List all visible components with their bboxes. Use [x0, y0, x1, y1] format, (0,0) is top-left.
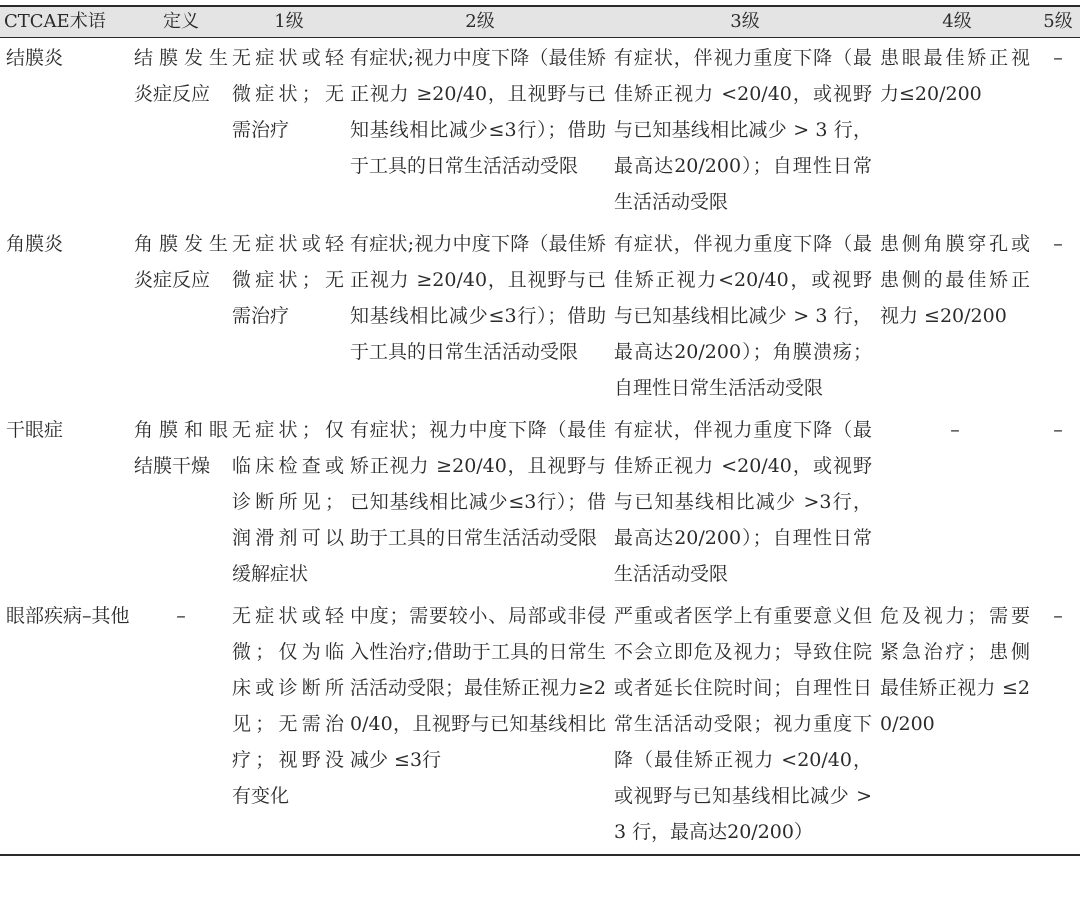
grade5-cell: –: [1053, 233, 1063, 255]
grade5-cell: –: [1053, 419, 1063, 441]
grade5-cell: –: [1036, 596, 1080, 855]
term-cell: 角膜炎: [6, 233, 64, 255]
grade3-cell: 有症状，伴视力重度下降（最佳矫正视力 <20/40，或视野与已知基线相比减少 > 3 行，最高达20/200）；自理性日常生活活动受限: [614, 47, 872, 213]
header-grade-2: 2级: [348, 6, 612, 38]
header-row: [0, 6, 1080, 38]
grade3-cell: 有症状，伴视力重度下降（最佳矫正视力<20/40，或视野与已知基线相比减少 > 3 行，最高达20/200）；角膜溃疡；自理性日常生活活动受限: [614, 233, 872, 399]
table-row: [0, 410, 1080, 596]
grade4-cell: 患眼最佳矫正视力≤20/200: [880, 47, 1030, 105]
grade2-cell: 有症状;视力中度下降（最佳矫正视力 ≥20/40，且视野与已知基线相比减少≤3行）；借助于工具的日常生活活动受限: [350, 233, 606, 363]
definition-cell: 结膜发生炎症反应: [134, 47, 228, 105]
ctcae-eye-toxicity-table: [0, 5, 1080, 856]
term-cell: 干眼症: [6, 419, 64, 441]
grade1-cell: 无症状或轻微；仅为临床或诊断所见；无需治疗；视野没有变化: [230, 596, 348, 855]
definition-cell: 角膜和眼结膜干燥: [134, 419, 228, 477]
table-row: [0, 224, 1080, 410]
grade3-cell: 严重或者医学上有重要意义但不会立即危及视力；导致住院或者延长住院时间；自理性日常生活活动受限；视力重度下降（最佳矫正视力 <20/40，或视野与已知基线相比减少 >3 行，最高达20/200）: [612, 596, 878, 855]
grade3-cell: 有症状，伴视力重度下降（最佳矫正视力 <20/40，或视野与已知基线相比减少 >3行，最高达20/200）；自理性日常生活活动受限: [614, 419, 872, 585]
header-grade-4: 4级: [878, 6, 1036, 38]
grade4-cell: 患侧角膜穿孔或患侧的最佳矫正视力 ≤20/200: [880, 233, 1030, 327]
term-cell: 眼部疾病–其他: [0, 596, 132, 855]
table-row: [0, 596, 1080, 855]
grade5-cell: –: [1053, 47, 1063, 69]
grade1-cell: 无症状；仅临床检查或诊断所见；润滑剂可以缓解症状: [232, 419, 344, 585]
grade2-cell: 有症状；视力中度下降（最佳矫正视力 ≥20/40，且视野与已知基线相比减少≤3行）；借助于工具的日常生活活动受限: [350, 419, 606, 549]
grade1-cell: 无症状或轻微症状；无需治疗: [232, 233, 344, 327]
header-definition: 定义: [132, 6, 230, 38]
grade2-cell: 中度；需要较小、局部或非侵入性治疗;借助于工具的日常生活活动受限；最佳矫正视力≥20/40，且视野与已知基线相比减少 ≤3行: [348, 596, 612, 855]
header-ctcae-term: CTCAE术语: [0, 6, 132, 38]
term-cell: 结膜炎: [6, 47, 64, 69]
grade2-cell: 有症状;视力中度下降（最佳矫正视力 ≥20/40，且视野与已知基线相比减少≤3行）；借助于工具的日常生活活动受限: [350, 47, 606, 177]
header-grade-1: 1级: [230, 6, 348, 38]
grade4-cell: 危及视力；需要紧急治疗；患侧最佳矫正视力 ≤20/200: [878, 596, 1036, 855]
header-grade-5: 5级: [1036, 6, 1080, 38]
header-grade-3: 3级: [612, 6, 878, 38]
definition-cell: –: [132, 596, 230, 855]
grade4-cell: –: [950, 419, 960, 441]
table-row: [0, 38, 1080, 225]
grade1-cell: 无症状或轻微症状；无需治疗: [232, 47, 344, 141]
definition-cell: 角膜发生炎症反应: [134, 233, 228, 291]
